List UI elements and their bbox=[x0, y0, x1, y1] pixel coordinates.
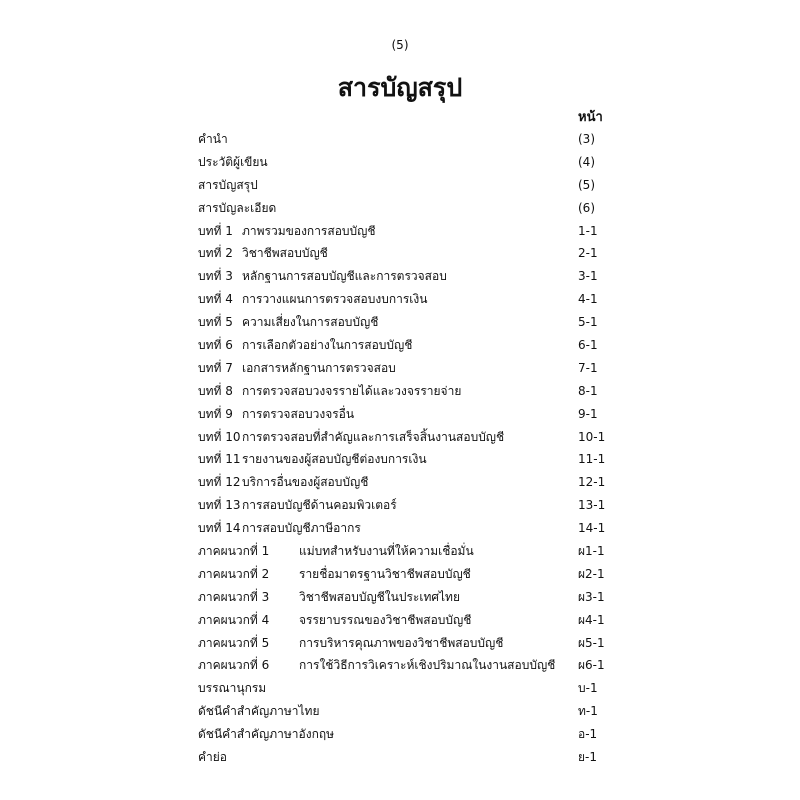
toc-entry-page: 11-1 bbox=[578, 452, 606, 467]
toc-entry-page: ผ5-1 bbox=[578, 635, 605, 650]
chapter-title: เอกสารหลักฐานการตรวจสอบ bbox=[242, 360, 396, 375]
chapter-title: การเลือกตัวอย่างในการสอบบัญชี bbox=[242, 338, 413, 353]
toc-entry-page: (6) bbox=[578, 200, 595, 215]
toc-chapter-1 bbox=[0, 220, 800, 243]
chapter-number: บทที่ 9 bbox=[198, 406, 233, 421]
toc-entry-page: 6-1 bbox=[578, 338, 598, 353]
toc-entry-label: ดัชนีคำสำคัญภาษาอังกฤษ bbox=[198, 727, 335, 742]
toc-entry-page: 4-1 bbox=[578, 292, 598, 307]
toc-entry-page: ท-1 bbox=[578, 704, 598, 719]
toc-entry-page: 8-1 bbox=[578, 383, 598, 398]
chapter-number: บทที่ 12 bbox=[198, 475, 241, 490]
chapter-title: การตรวจสอบวงจรรายได้และวงจรรายจ่าย bbox=[242, 383, 462, 398]
toc-chapter-3 bbox=[0, 265, 800, 288]
appendix-title: รายชื่อมาตรฐานวิชาชีพสอบบัญชี bbox=[299, 566, 471, 581]
toc-appendix-3 bbox=[0, 586, 800, 609]
toc-chapter-4 bbox=[0, 288, 800, 311]
toc-appendix-1 bbox=[0, 540, 800, 563]
toc-entry-page: ผ4-1 bbox=[578, 612, 605, 627]
table-of-contents bbox=[0, 128, 800, 769]
chapter-number: บทที่ 2 bbox=[198, 246, 233, 261]
toc-entry-page: 12-1 bbox=[578, 475, 606, 490]
toc-entry-page: 3-1 bbox=[578, 269, 598, 284]
toc-chapter-7 bbox=[0, 357, 800, 380]
toc-entry-page: ผ3-1 bbox=[578, 589, 605, 604]
toc-entry-preface bbox=[0, 128, 800, 151]
appendix-number: ภาคผนวกที่ 6 bbox=[198, 658, 270, 673]
toc-entry-page: 5-1 bbox=[578, 315, 598, 330]
toc-entry-label: บรรณานุกรม bbox=[198, 681, 267, 696]
chapter-number: บทที่ 13 bbox=[198, 498, 241, 513]
toc-chapter-6 bbox=[0, 334, 800, 357]
appendix-title: วิชาชีพสอบบัญชีในประเทศไทย bbox=[299, 589, 460, 604]
toc-chapter-11 bbox=[0, 448, 800, 471]
chapter-title: ความเสี่ยงในการสอบบัญชี bbox=[242, 315, 379, 330]
chapter-number: บทที่ 3 bbox=[198, 269, 233, 284]
chapter-number: บทที่ 8 bbox=[198, 383, 233, 398]
toc-entry-label: คำนำ bbox=[198, 132, 228, 146]
toc-entry-page: 2-1 bbox=[578, 246, 598, 261]
toc-entry-page: 7-1 bbox=[578, 360, 598, 375]
toc-appendix-4 bbox=[0, 609, 800, 632]
chapter-number: บทที่ 6 bbox=[198, 338, 233, 353]
toc-entry-summary-contents bbox=[0, 174, 800, 197]
chapter-title: การตรวจสอบวงจรอื่น bbox=[242, 406, 355, 421]
chapter-number: บทที่ 4 bbox=[198, 292, 233, 307]
chapter-number: บทที่ 7 bbox=[198, 360, 233, 375]
appendix-number: ภาคผนวกที่ 5 bbox=[198, 635, 270, 650]
toc-chapter-14 bbox=[0, 517, 800, 540]
toc-entry-abbreviations bbox=[0, 746, 800, 769]
chapter-number: บทที่ 11 bbox=[198, 452, 241, 467]
toc-entry-page: 1-1 bbox=[578, 223, 598, 238]
toc-appendix-6 bbox=[0, 654, 800, 677]
toc-entry-english-index bbox=[0, 723, 800, 746]
chapter-number: บทที่ 1 bbox=[198, 223, 233, 238]
toc-entry-page: บ-1 bbox=[578, 681, 598, 696]
page-number: (5) bbox=[391, 38, 409, 52]
toc-entry-page: 9-1 bbox=[578, 406, 598, 421]
toc-entry-page: ผ2-1 bbox=[578, 566, 605, 581]
toc-entry-page: ย-1 bbox=[578, 750, 597, 765]
chapter-title: หลักฐานการสอบบัญชีและการตรวจสอบ bbox=[242, 269, 447, 284]
appendix-title: การบริหารคุณภาพของวิชาชีพสอบบัญชี bbox=[299, 635, 504, 650]
toc-entry-label: สารบัญสรุป bbox=[198, 177, 258, 192]
toc-entry-thai-index bbox=[0, 700, 800, 723]
toc-entry-page: (5) bbox=[578, 177, 595, 192]
toc-chapter-9 bbox=[0, 403, 800, 426]
appendix-number: ภาคผนวกที่ 3 bbox=[198, 589, 270, 604]
toc-entry-page: 14-1 bbox=[578, 521, 606, 536]
toc-chapter-13 bbox=[0, 494, 800, 517]
page-title: สารบัญสรุป bbox=[337, 73, 463, 102]
appendix-number: ภาคผนวกที่ 1 bbox=[198, 544, 270, 559]
toc-entry-bibliography bbox=[0, 677, 800, 700]
toc-chapter-12 bbox=[0, 471, 800, 494]
chapter-number: บทที่ 5 bbox=[198, 315, 233, 330]
toc-entry-detailed-contents bbox=[0, 197, 800, 220]
toc-entry-page: ผ6-1 bbox=[578, 658, 605, 673]
chapter-title: บริการอื่นของผู้สอบบัญชี bbox=[242, 475, 369, 490]
chapter-title: การสอบบัญชีด้านคอมพิวเตอร์ bbox=[242, 498, 397, 513]
chapter-number: บทที่ 10 bbox=[198, 429, 241, 444]
toc-appendix-2 bbox=[0, 563, 800, 586]
toc-entry-label: ดัชนีคำสำคัญภาษาไทย bbox=[198, 704, 320, 719]
appendix-title: แม่บทสำหรับงานที่ให้ความเชื่อมั่น bbox=[299, 544, 474, 559]
appendix-title: จรรยาบรรณของวิชาชีพสอบบัญชี bbox=[299, 612, 472, 627]
toc-entry-label: คำย่อ bbox=[198, 750, 228, 765]
chapter-title: การตรวจสอบที่สำคัญและการเสร็จสิ้นงานสอบบัญชี bbox=[242, 429, 505, 444]
chapter-title: ภาพรวมของการสอบบัญชี bbox=[242, 223, 376, 238]
chapter-number: บทที่ 14 bbox=[198, 521, 241, 536]
page-column-header: หน้า bbox=[578, 110, 603, 125]
toc-entry-page: 10-1 bbox=[578, 429, 606, 444]
toc-entry-page: อ-1 bbox=[578, 727, 598, 742]
toc-entry-page: (3) bbox=[578, 132, 595, 146]
chapter-title: การวางแผนการตรวจสอบงบการเงิน bbox=[242, 292, 428, 307]
toc-chapter-10 bbox=[0, 426, 800, 449]
chapter-title: วิชาชีพสอบบัญชี bbox=[242, 246, 328, 261]
chapter-title: รายงานของผู้สอบบัญชีต่องบการเงิน bbox=[242, 452, 427, 467]
toc-entry-author-bio bbox=[0, 151, 800, 174]
toc-chapter-2 bbox=[0, 242, 800, 265]
toc-entry-page: (4) bbox=[578, 154, 595, 169]
appendix-title: การใช้วิธีการวิเคราะห์เชิงปริมาณในงานสอบบัญชี bbox=[299, 658, 556, 673]
toc-appendix-5 bbox=[0, 632, 800, 655]
appendix-number: ภาคผนวกที่ 4 bbox=[198, 612, 270, 627]
toc-entry-label: ประวัติผู้เขียน bbox=[198, 154, 268, 169]
toc-entry-label: สารบัญละเอียด bbox=[198, 200, 277, 215]
chapter-title: การสอบบัญชีภาษีอากร bbox=[242, 521, 361, 536]
toc-chapter-8 bbox=[0, 380, 800, 403]
toc-entry-page: 13-1 bbox=[578, 498, 606, 513]
toc-chapter-5 bbox=[0, 311, 800, 334]
toc-entry-page: ผ1-1 bbox=[578, 544, 605, 559]
appendix-number: ภาคผนวกที่ 2 bbox=[198, 566, 270, 581]
